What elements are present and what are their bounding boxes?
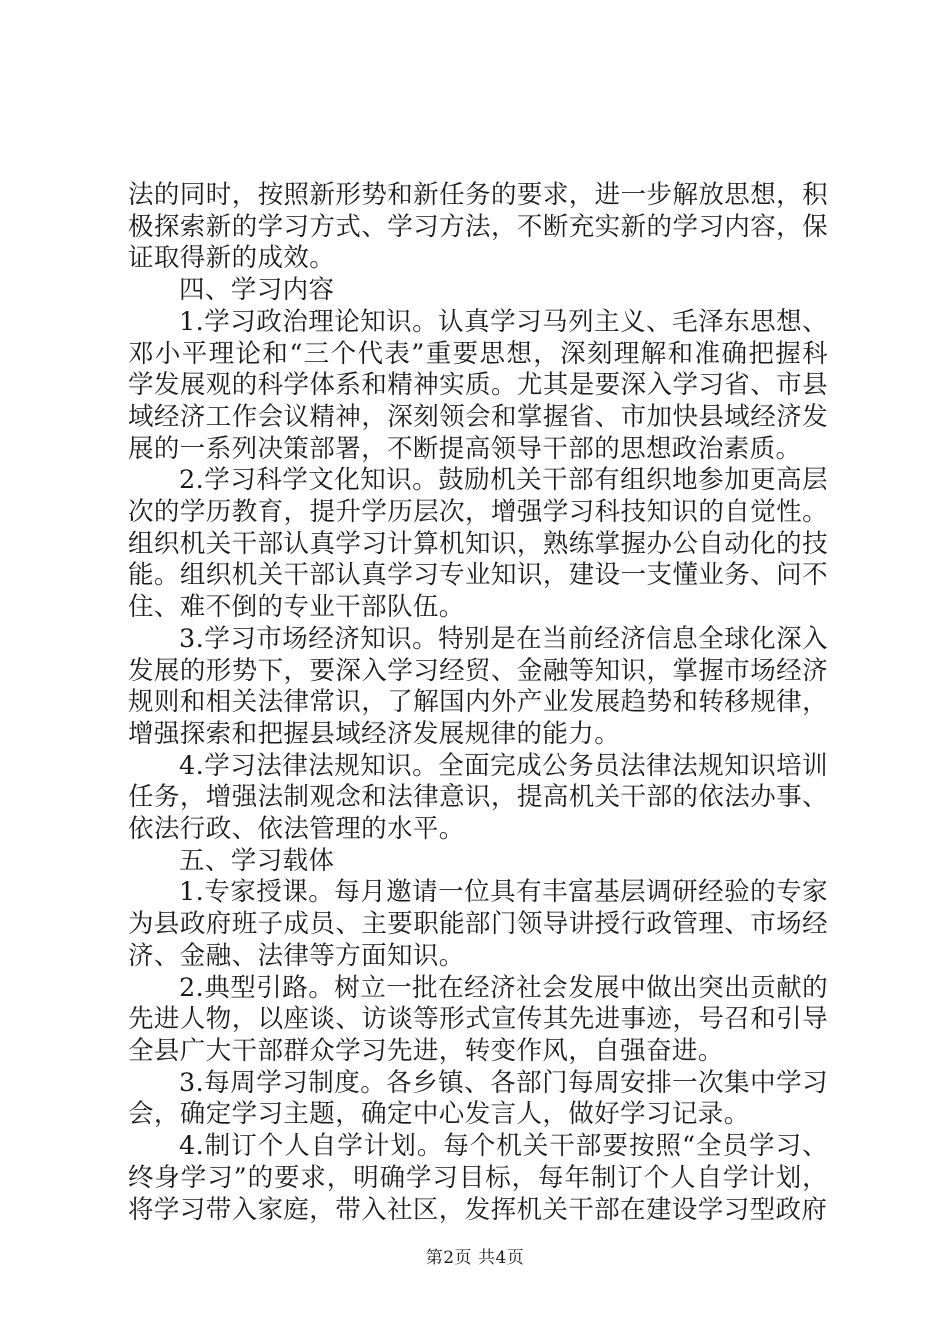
section-heading-learning-carriers: 五、学习载体 <box>179 845 335 876</box>
paragraph-continuation: 法的同时，按照新形势和新任务的要求，进一步解放思想，积极探索新的学习方式、学习方法，不断充实新的学习内容，保证取得新的成效。 <box>128 180 828 274</box>
paragraph-political-theory: 1.学习政治理论知识。认真学习马列主义、毛泽东思想、邓小平理论和“三个代表”重要思想，深刻理解和准确把握科学发展观的科学体系和精神实质。尤其是要深入学习省、市县域经济工作会议精神，深刻领会和掌握省、市加快县域经济发展的一系列决策部署，不断提高领导干部的思想政治素质。 <box>128 306 828 464</box>
paragraph-expert-lectures: 1.专家授课。每月邀请一位具有丰富基层调研经验的专家为县政府班子成员、主要职能部门领导讲授行政管理、市场经济、金融、法律等方面知识。 <box>128 877 828 971</box>
paragraph-laws-regulations: 4.学习法律法规知识。全面完成公务员法律法规知识培训任务，增强法制观念和法律意识，提高机关干部的依法办事、依法行政、依法管理的水平。 <box>128 750 828 845</box>
paragraph-weekly-study: 3.每周学习制度。各乡镇、各部门每周安排一次集中学习会，确定学习主题，确定中心发言人，做好学习记录。 <box>128 1067 828 1130</box>
document-body <box>128 180 828 1226</box>
paragraph-self-study-plan: 4.制订个人自学计划。每个机关干部要按照“全员学习、终身学习”的要求，明确学习目标，每年制订个人自学计划，将学习带入家庭，带入社区，发挥机关干部在建设学习型政府 <box>128 1131 828 1225</box>
paragraph-market-economy: 3.学习市场经济知识。特别是在当前经济信息全球化深入发展的形势下，要深入学习经贸、金融等知识，掌握市场经济规则和相关法律常识，了解国内外产业发展趋势和转移规律，增强探索和把握县域经济发展规律的能力。 <box>128 623 828 749</box>
paragraph-role-models: 2.典型引路。树立一批在经济社会发展中做出突出贡献的先进人物，以座谈、访谈等形式宣传其先进事迹，号召和引导全县广大干部群众学习先进，转变作风，自强奋进。 <box>128 972 828 1066</box>
page-number-footer: 第2页 共4页 <box>425 1248 525 1268</box>
paragraph-science-culture: 2.学习科学文化知识。鼓励机关干部有组织地参加更高层次的学历教育，提升学历层次，增强学习科技知识的自觉性。组织机关干部认真学习计算机知识，熟练掌握办公自动化的技能。组织机关干部认真学习专业知识，建设一支懂业务、问不住、难不倒的专业干部队伍。 <box>128 465 828 623</box>
section-heading-learning-content: 四、学习内容 <box>179 275 335 306</box>
